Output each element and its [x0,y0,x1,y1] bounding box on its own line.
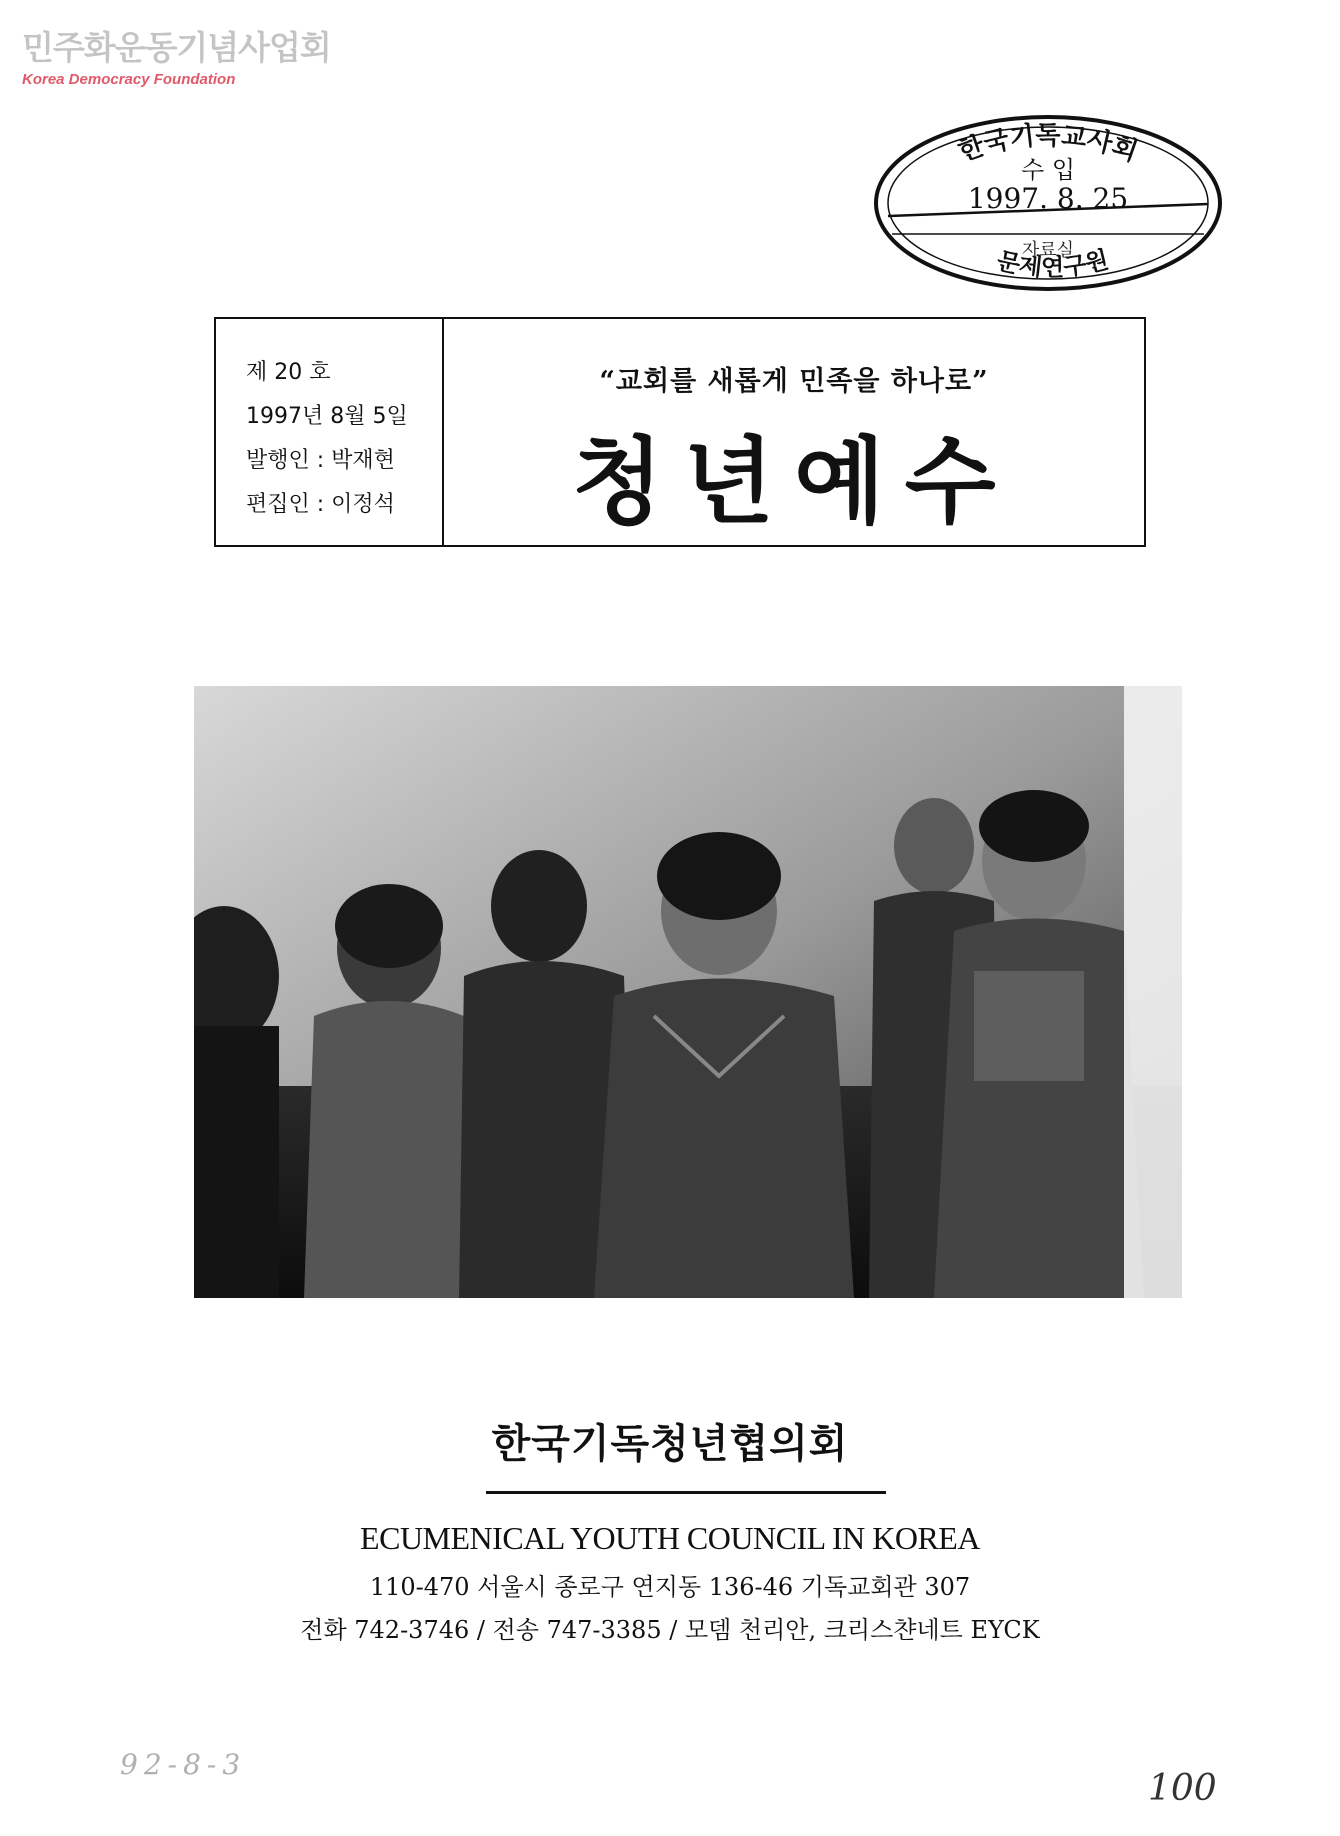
issue-date: 1997년 8월 5일 [246,404,408,429]
motto: “교회를 새롭게 민족을 하나로” [599,366,989,397]
masthead-box [214,317,1146,547]
stamp-label: 수 입 [1021,156,1075,184]
publisher: 발행인 : 박재현 [246,448,395,473]
issue-info [216,319,444,545]
editor: 편집인 : 이정석 [246,492,395,517]
stamp-top-arc: 한국기독교사회 [954,121,1142,168]
newsletter-title: 청년예수 [572,428,1016,537]
watermark-korean: 민주화운동기념사업회 [22,28,331,67]
handwritten-note-right: 100 [1148,1768,1217,1809]
title-block [444,319,1144,545]
received-stamp [868,108,1228,298]
watermark-english: Korea Democracy Foundation [22,71,236,88]
cover-photo-children [194,686,1182,1298]
watermark-logo [22,22,331,88]
contact-line: 전화 742-3746 / 전송 747-3385 / 모뎀 천리안, 크리스챤네트 EYCK [300,1616,1040,1644]
divider-rule [486,1491,886,1494]
organization-name-korean: 한국기독청년협의회 [491,1421,849,1467]
handwritten-note-left: 92-8-3 [120,1748,247,1781]
stamp-date: 1997. 8. 25 [967,182,1129,215]
stamp-dept: 자료실 [1021,240,1075,261]
organization-name-english: ECUMENICAL YOUTH COUNCIL IN KOREA [360,1520,980,1556]
address-line: 110-470 서울시 종로구 연지동 136-46 기독교회관 307 [369,1573,971,1601]
stamp-bottom-arc: 문제연구원 [994,244,1112,282]
issue-number: 제 20 호 [246,360,331,385]
